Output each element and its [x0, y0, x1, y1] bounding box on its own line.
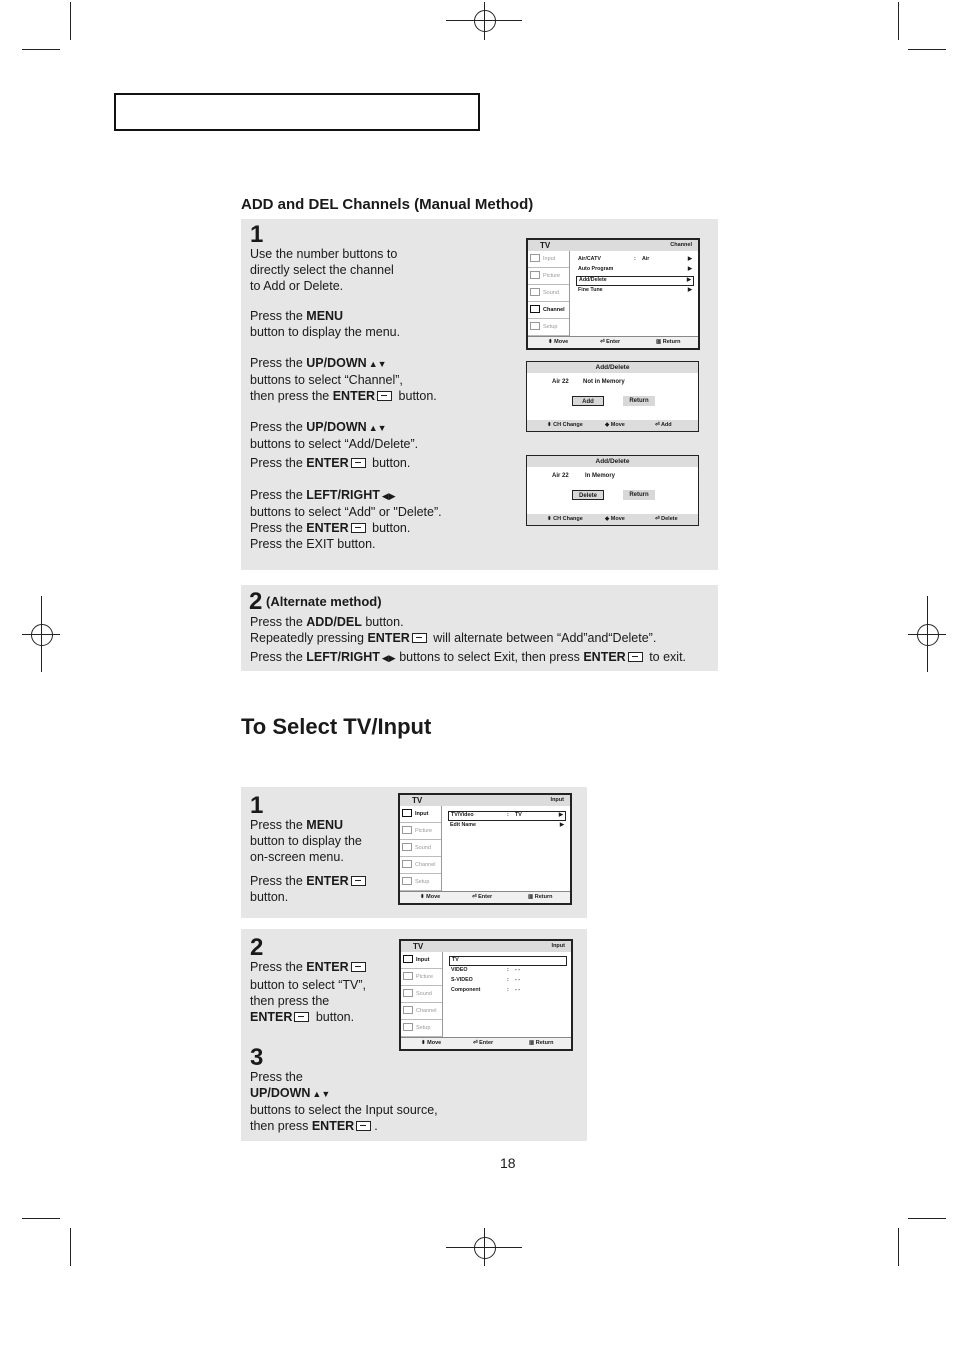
- crop-mark: [908, 1218, 946, 1219]
- channel-icon: [403, 1006, 413, 1014]
- enter-icon: [294, 1012, 309, 1022]
- crop-mark: [22, 1218, 60, 1219]
- up-down-arrow-icon: ▲▼: [368, 359, 387, 369]
- setup-icon: [530, 322, 540, 330]
- registration-circle: [474, 10, 496, 32]
- sound-icon: [403, 989, 413, 997]
- enter-icon: [351, 876, 366, 886]
- side-item-input: Input: [528, 251, 569, 268]
- input-icon: [402, 809, 412, 817]
- instruction-text: Press the MENU button to display the on-screen menu. Press the ENTER button.: [250, 817, 369, 905]
- up-down-arrow-icon: ▲▼: [312, 1089, 331, 1099]
- section-title: To Select TV/Input: [241, 714, 432, 739]
- side-item-input: Input: [401, 952, 442, 969]
- instruction-text: Press the LEFT/RIGHT ◀▶ buttons to select “Add" or "Delete”. Press the ENTER button. Press the EXIT button.: [250, 488, 442, 551]
- enter-icon: [412, 633, 427, 643]
- enter-icon: ⏎ Enter: [473, 1040, 494, 1046]
- enter-icon: [351, 523, 366, 533]
- input-icon: [403, 955, 413, 963]
- enter-icon: [356, 1121, 371, 1131]
- instruction-text: Press the ENTER button to select “TV”, then press the ENTER button.: [250, 960, 367, 1024]
- step-number: 3: [250, 1044, 264, 1071]
- side-item-setup: Setup: [401, 1020, 442, 1037]
- menu-row-selected: Add/Delete ▶: [576, 276, 694, 286]
- instruction-text: Press the UP/DOWN ▲▼ buttons to select the Input source, then press ENTER .: [250, 1070, 438, 1133]
- arrow-right-icon: ▶: [687, 266, 692, 272]
- menu-row: Edit Name ▶: [450, 822, 564, 828]
- return-button[interactable]: Return: [623, 396, 655, 406]
- header-box: [114, 93, 480, 131]
- menu-row: Fine Tune ▶: [578, 287, 692, 293]
- crop-mark: [22, 49, 60, 50]
- add-button[interactable]: Add: [572, 396, 604, 406]
- alternate-method-title: (Alternate method): [266, 594, 382, 609]
- input-icon: [530, 254, 540, 262]
- menu-row-selected: TV: [449, 956, 567, 966]
- add-delete-dialog: Add/Delete Air 22 Not in Memory Add Return ⬍ CH Change ◆ Move ⏎ Add: [526, 361, 699, 432]
- side-item-channel: Channel: [400, 857, 441, 874]
- move-icon: ⬍ Move: [421, 1040, 442, 1046]
- step-number: 1: [250, 221, 264, 248]
- side-item-sound: Sound: [400, 840, 441, 857]
- crop-mark: [898, 2, 899, 40]
- arrow-right-icon: ▶: [558, 812, 563, 818]
- osd-input-list: TV Input Input Picture Sound Channel Setup TV VIDEO : - - S-VIDEO : - - Component : - - ⬍ Move ⏎ Enter ▥ Return: [399, 939, 573, 1051]
- section-title: ADD and DEL Channels (Manual Method): [241, 196, 534, 213]
- menu-row: Air/CATV : Air ▶: [578, 256, 692, 262]
- crop-mark: [70, 2, 71, 40]
- picture-icon: [403, 972, 413, 980]
- enter-icon: [351, 962, 366, 972]
- setup-icon: [402, 877, 412, 885]
- instruction-text: Press the ADD/DEL button. Repeatedly pressing ENTER will alternate between “Add”and“Delete”. Press the LEFT/RIGHT ◀▶ buttons to select Exit, then press ENTER to exit.: [250, 615, 687, 664]
- arrow-right-icon: ▶: [559, 822, 564, 828]
- step-number: 2: [250, 934, 264, 961]
- registration-circle: [917, 624, 939, 646]
- left-right-arrow-icon: ◀▶: [381, 491, 396, 501]
- menu-row: Component : - -: [451, 987, 520, 993]
- side-item-sound: Sound: [528, 285, 569, 302]
- menu-row-selected: TV/Video : TV ▶: [448, 811, 566, 821]
- instruction-text: Press the UP/DOWN ▲▼ buttons to select “Channel”, then press the ENTER button.: [250, 356, 437, 403]
- add-delete-dialog: Add/Delete Air 22 In Memory Delete Return ⬍ CH Change ◆ Move ⏎ Delete: [526, 455, 699, 526]
- enter-icon: [377, 391, 392, 401]
- arrow-right-icon: ▶: [686, 277, 691, 283]
- return-icon: ▥ Return: [656, 339, 681, 345]
- menu-row: Auto Program ▶: [578, 266, 692, 272]
- sound-icon: [530, 288, 540, 296]
- side-item-picture: Picture: [401, 969, 442, 986]
- return-icon: ▥ Return: [529, 1040, 554, 1046]
- step-number: 1: [250, 792, 264, 819]
- channel-icon: [530, 305, 540, 313]
- enter-icon: [628, 652, 643, 662]
- instruction-text: Press the ENTER button.: [250, 456, 411, 470]
- return-icon: ▥ Return: [528, 894, 553, 900]
- enter-icon: ⏎ Enter: [472, 894, 493, 900]
- side-item-picture: Picture: [400, 823, 441, 840]
- enter-icon: ⏎ Enter: [600, 339, 621, 345]
- step-number: 2: [249, 588, 263, 615]
- registration-circle: [474, 1237, 496, 1259]
- move-icon: ⬍ Move: [420, 894, 441, 900]
- side-item-sound: Sound: [401, 986, 442, 1003]
- move-icon: ⬍ Move: [548, 339, 569, 345]
- up-down-arrow-icon: ▲▼: [368, 423, 387, 433]
- delete-button[interactable]: Delete: [572, 490, 604, 500]
- menu-row: S-VIDEO : - -: [451, 977, 520, 983]
- crop-mark: [908, 49, 946, 50]
- instruction-text: Use the number buttons to directly select the channel to Add or Delete.: [250, 247, 398, 293]
- side-item-channel: Channel: [528, 302, 569, 319]
- channel-icon: [402, 860, 412, 868]
- side-item-setup: Setup: [528, 319, 569, 336]
- menu-row: VIDEO : - -: [451, 967, 520, 973]
- sound-icon: [402, 843, 412, 851]
- picture-icon: [402, 826, 412, 834]
- page-number: 18: [500, 1155, 516, 1171]
- picture-icon: [530, 271, 540, 279]
- crop-mark: [898, 1228, 899, 1266]
- side-item-setup: Setup: [400, 874, 441, 891]
- arrow-right-icon: ▶: [687, 256, 692, 262]
- osd-input-menu: TV Input Input Picture Sound Channel Setup TV/Video : TV ▶ Edit Name ▶ ⬍ Move ⏎ Enter ▥ Return: [398, 793, 572, 905]
- enter-icon: [351, 458, 366, 468]
- instruction-text: Press the MENU button to display the menu.: [250, 309, 401, 339]
- arrow-right-icon: ▶: [687, 287, 692, 293]
- instruction-text: Press the UP/DOWN ▲▼ buttons to select “Add/Delete”.: [250, 420, 419, 451]
- setup-icon: [403, 1023, 413, 1031]
- side-item-input: Input: [400, 806, 441, 823]
- side-item-picture: Picture: [528, 268, 569, 285]
- left-right-arrow-icon: ◀▶: [381, 653, 396, 663]
- return-button[interactable]: Return: [623, 490, 655, 500]
- osd-channel-menu: TV Channel Input Picture Sound Channel Setup Air/CATV : Air ▶ Auto Program ▶ Add/Delete ▶ Fine Tune ▶ ⬍ Move ⏎ Enter ▥ Return: [526, 238, 700, 350]
- side-item-channel: Channel: [401, 1003, 442, 1020]
- crop-mark: [70, 1228, 71, 1266]
- registration-circle: [31, 624, 53, 646]
